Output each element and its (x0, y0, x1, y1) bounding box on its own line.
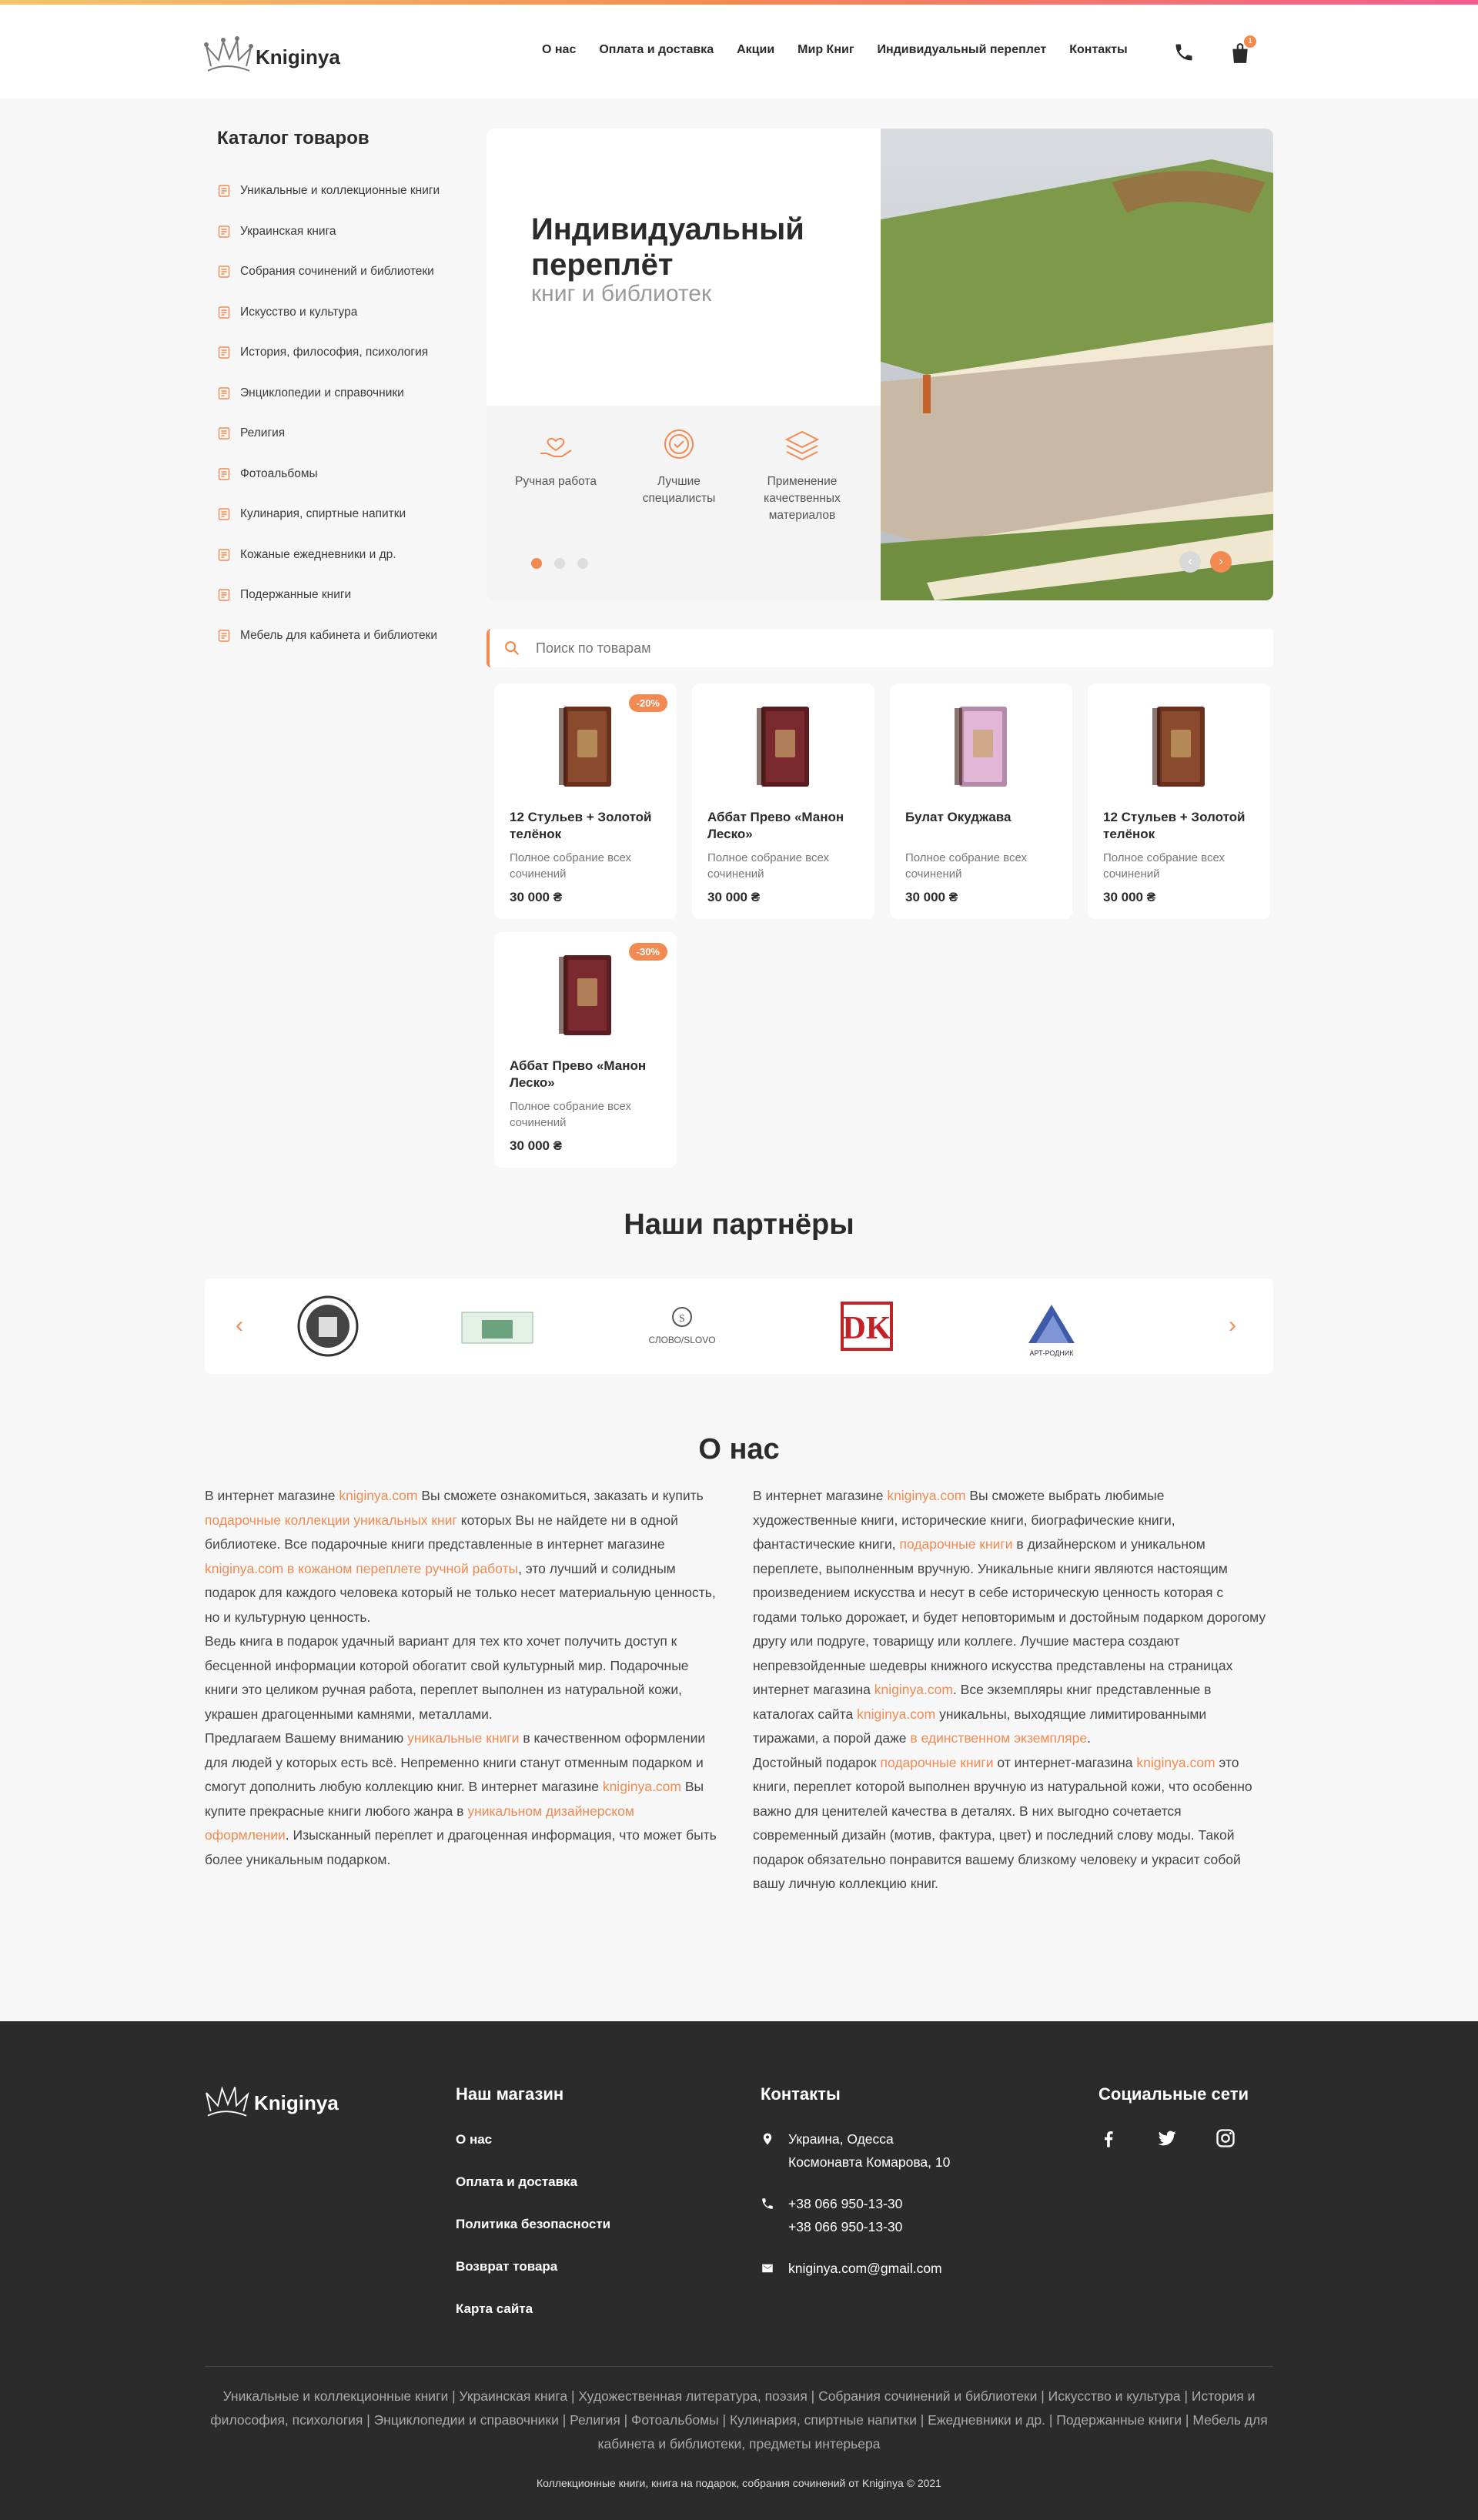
catalog-item-label: Энциклопедии и справочники (240, 386, 404, 399)
phone-number[interactable]: +38 066 950-13-30 (788, 2219, 903, 2234)
footer-links (456, 2132, 610, 2344)
about-link[interactable]: kniginya.com (602, 1779, 681, 1794)
catalog-item-label: Украинская книга (240, 224, 336, 238)
palette-book-icon (217, 306, 231, 319)
logo[interactable] (203, 35, 340, 79)
nav-delivery[interactable]: Оплата и доставка (599, 43, 714, 56)
slider-dot-3[interactable] (577, 558, 588, 569)
product-title[interactable]: Аббат Прево «Манон Леско» (707, 810, 844, 841)
catalog-title: Каталог товаров (217, 128, 370, 149)
phone-icon (761, 2197, 774, 2211)
catalog-item[interactable] (217, 616, 471, 657)
nav-books-world[interactable]: Мир Книг (798, 43, 854, 56)
footer-divider (205, 2366, 1273, 2367)
phone-icon[interactable] (1173, 42, 1195, 63)
about-text: в качественном оформлении для людей у которых есть всё. Непременно книги станут отменным подарком и смогут дополнить любую коллекцию книг. В интернет магазине (205, 1730, 706, 1794)
product-title[interactable]: Булат Окуджава (905, 810, 1012, 824)
footer-link-delivery[interactable]: Оплата и доставка (456, 2174, 578, 2189)
catalog-item-label: Собрания сочинений и библиотеки (240, 265, 434, 279)
search-icon (503, 640, 520, 657)
footer-categories: Уникальные и коллекционные книги | Украинская книга | Художественная литература, поэзия | Собрания сочинений и библиотеки | Искусство и культура | История и философия, психология | Энциклопедии и справочники | Религия | Фотоальбомы | Кулинария, спиртные напитки | Ежедневники и др. | Подержанные книги | Мебель для кабинета и библиотеки, предметы интерьера (210, 2388, 1268, 2451)
footer-phones (761, 2192, 902, 2238)
about-link[interactable]: в единственном экземпляре (910, 1730, 1088, 1746)
hero-books-image (881, 129, 1273, 600)
about-paragraph (205, 1484, 722, 1629)
stacked-books-illustration (881, 129, 1273, 600)
catalog-item-label: Религия (240, 426, 286, 440)
partner-logo-dk[interactable] (828, 1289, 905, 1363)
about-paragraph (753, 1751, 1270, 1897)
twitter-icon[interactable] (1156, 2127, 1178, 2149)
about-text: В интернет магазине (753, 1488, 888, 1503)
about-text: это книги, переплет которой выполнен вручную из натуральной кожи, что особенно важно для ценителей качества в деталях. В них выгодно сочетается современный дизайн (мотив, фактура, цвет) и последний слову моды. Такой подарок обязательно понравится вашему близкому человеку и украсит собой вашу личную коллекцию книг. (753, 1754, 1252, 1891)
about-link[interactable]: kniginya.com (857, 1706, 936, 1722)
encyclopedia-icon (217, 386, 231, 400)
about-title: О нас (698, 1433, 780, 1466)
product-description: Полное собрание всех сочинений (707, 851, 829, 881)
partner-logo-seal[interactable] (289, 1289, 366, 1363)
catalog-item[interactable] (217, 292, 471, 333)
about-text: , это лучший и солидным подарок для каждого человека который не только несет материальную ценность, но и культурную ценность. (205, 1560, 716, 1625)
footer-link-sitemap[interactable]: Карта сайта (456, 2301, 533, 2316)
hero-text-panel (487, 129, 881, 406)
about-link[interactable]: уникальные книги (407, 1730, 520, 1746)
footer-contacts-title: Контакты (761, 2084, 841, 2104)
product-description: Полное собрание всех сочинений (510, 851, 631, 881)
nav-custom-binding[interactable]: Индивидуальный переплет (877, 43, 1047, 56)
about-text: Ведь книга в подарок удачный вариант для тех кто хочет получить доступ к бесценной информации которой обогатит свой культурный мир. Подарочные книги это целиком ручная работа, переплет выполнен из натуральной кожи, украшен драгоценными камнями, металлами. (205, 1633, 689, 1722)
footer-brand-name: Kniginya (254, 2091, 339, 2114)
religion-book-icon (217, 426, 231, 440)
address-line: Космонавта Комарова, 10 (788, 2154, 951, 2170)
about-text: уникальны, выходящие лимитированными тиражами, а порой даже (753, 1706, 1207, 1746)
product-description: Полное собрание всех сочинений (1103, 851, 1225, 881)
catalog-item-label: Уникальные и коллекционные книги (240, 184, 440, 198)
svg-text:S: S (679, 1313, 685, 1325)
about-text: В интернет магазине (205, 1488, 339, 1503)
product-price: 30 000 ₴ (1103, 890, 1156, 904)
slider-dot-1[interactable] (531, 558, 542, 569)
product-card[interactable] (1088, 683, 1270, 919)
footer-social-title: Социальные сети (1098, 2084, 1249, 2104)
about-text: от интернет-магазина (993, 1754, 1137, 1770)
product-card[interactable] (692, 683, 874, 919)
catalog-item[interactable] (217, 373, 471, 414)
header (0, 5, 1478, 99)
product-card[interactable] (494, 683, 677, 919)
product-price: 30 000 ₴ (905, 890, 958, 904)
about-text-left (205, 1484, 722, 1872)
footer-link-returns[interactable]: Возврат товара (456, 2259, 558, 2274)
about-text: Вы сможете выбрать любимые художественные книги, исторические книги, биографические книги, фантастические книги, (753, 1488, 1175, 1552)
quality-badge-icon (659, 424, 699, 464)
catalog-item[interactable] (217, 535, 471, 576)
catalog-item[interactable] (217, 252, 471, 292)
catalog-item-label: Мебель для кабинета и библиотеки (240, 628, 437, 642)
feature-handmade (502, 424, 610, 490)
feature-label: Ручная работа (515, 475, 597, 488)
catalog-item[interactable] (217, 413, 471, 454)
slider-dot-2[interactable] (554, 558, 565, 569)
slider-dots (531, 558, 588, 569)
partner-logo-art-rodnik[interactable] (1013, 1289, 1090, 1363)
product-search (487, 629, 1273, 667)
nav-about[interactable]: О нас (542, 43, 577, 56)
about-link[interactable]: подарочные книги (880, 1754, 994, 1770)
about-text: Вы купите прекрасные книги любого жанра в (205, 1779, 704, 1819)
product-title[interactable]: 12 Стульев + Золотой телёнок (510, 810, 652, 841)
about-text: в дизайнерском и уникальном переплете, выполненным вручную. Уникальные книги являются настоящим произведением искусства и несут в себе историческую ценность которая с годами только дорожает, и будет неповторимым и достойным подарком дорогому другу или подруге, товарищу или коллеге. Лучшие мастера создают непревзойденные шедевры книжного искусства представлены на страницах интернет магазина (753, 1536, 1266, 1697)
feature-specialists (625, 424, 733, 507)
about-text: Вы сможете ознакомиться, заказать и купить (417, 1488, 704, 1503)
partner-logo-art-rodnik-text: АРТ-РОДНИК (1029, 1349, 1074, 1357)
main-nav (542, 43, 1151, 57)
catalog-sidebar (217, 123, 471, 656)
hero-arrows (1179, 551, 1232, 573)
catalog-item-label: Кожаные ежедневники и др. (240, 547, 396, 561)
location-pin-icon (761, 2132, 774, 2146)
catalog-item[interactable] (217, 171, 471, 212)
catalog-item[interactable] (217, 454, 471, 495)
about-link[interactable]: kniginya.com в кожаном переплете ручной работы (205, 1560, 519, 1576)
about-text: которых Вы не найдете ни в одной библиотеке. Все подарочные книги представленные в интернет магазине (205, 1512, 678, 1552)
partners-title: Наши партнёры (624, 1208, 854, 1241)
catalog-item[interactable] (217, 494, 471, 535)
catalog-item-label: Искусство и культура (240, 305, 358, 319)
catalog-item-label: Подержанные книги (240, 588, 352, 602)
about-link[interactable]: уникальном дизайнерском оформлении (205, 1803, 634, 1843)
about-link[interactable]: kniginya.com (1136, 1754, 1216, 1770)
about-link[interactable]: kniginya.com (874, 1682, 953, 1697)
about-text: . Все экземпляры книг представленные в каталогах сайта (753, 1682, 1212, 1722)
copyright: Коллекционные книги, книга на подарок, собрания сочинений от Kniginya © 2021 (537, 2477, 941, 2489)
envelope-icon (761, 2261, 774, 2275)
product-price: 30 000 ₴ (510, 890, 563, 904)
partner-logo-dk-text: DK (842, 1311, 891, 1346)
footer-link-privacy[interactable]: Политика безопасности (456, 2217, 611, 2231)
furniture-icon (217, 629, 231, 643)
product-book-image (548, 949, 625, 1040)
product-title[interactable]: Аббат Прево «Манон Леско» (510, 1058, 647, 1090)
used-book-icon (217, 588, 231, 602)
product-book-image (548, 700, 625, 791)
about-link[interactable]: kniginya.com (339, 1488, 418, 1503)
book-icon (217, 225, 231, 239)
product-book-image (944, 700, 1021, 791)
feature-materials (748, 424, 856, 524)
partners-carousel (205, 1278, 1273, 1374)
product-card[interactable] (890, 683, 1072, 919)
partner-logo-slovo-text: СЛОВО/SLOVO (648, 1335, 716, 1345)
crown-logo-icon (203, 35, 254, 79)
facebook-icon[interactable] (1098, 2127, 1119, 2149)
about-link[interactable]: подарочные книги (899, 1536, 1013, 1552)
hero-next-button[interactable]: › (1210, 551, 1232, 573)
product-price: 30 000 ₴ (707, 890, 761, 904)
catalog-item[interactable] (217, 575, 471, 616)
hero-subtitle: книг и библиотек (531, 281, 712, 306)
about-link[interactable]: kniginya.com (887, 1488, 966, 1503)
diary-icon (217, 548, 231, 562)
partner-logo-slovo[interactable] (644, 1289, 721, 1363)
product-description: Полное собрание всех сочинений (510, 1100, 631, 1129)
hero-title: Индивидуальный переплёт (531, 212, 804, 282)
footer-shop-title: Наш магазин (456, 2084, 564, 2104)
feature-label: Применение качественных материалов (764, 475, 841, 522)
footer-email (761, 2257, 942, 2280)
partners-prev-button[interactable]: ‹ (236, 1312, 243, 1338)
product-description: Полное собрание всех сочинений (905, 851, 1027, 881)
catalog-item[interactable] (217, 333, 471, 373)
about-paragraph (205, 1629, 722, 1726)
history-book-icon (217, 346, 231, 359)
phone-number[interactable]: +38 066 950-13-30 (788, 2196, 903, 2211)
about-text: . Изысканный переплет и драгоценная информация, что может быть более уникальным подарком. (205, 1827, 717, 1867)
hand-heart-icon (536, 424, 576, 464)
brand-name: Kniginya (256, 45, 340, 69)
books-icon (217, 265, 231, 279)
about-text: Достойный подарок (753, 1754, 881, 1770)
product-book-image (1142, 700, 1219, 791)
cart-count-badge: 1 (1244, 35, 1256, 48)
photo-album-icon (217, 467, 231, 481)
footer-address (761, 2127, 950, 2174)
book-stack-icon (217, 184, 231, 198)
address-line: Украина, Одесса (788, 2131, 894, 2147)
instagram-icon[interactable] (1215, 2127, 1236, 2149)
footer-link-about[interactable]: О нас (456, 2132, 493, 2147)
footer (0, 2021, 1478, 2520)
crown-logo-icon (203, 2083, 251, 2123)
about-paragraph (205, 1726, 722, 1872)
about-paragraph (753, 1484, 1270, 1751)
feature-label: Лучшие специалисты (642, 475, 716, 505)
discount-badge: -20% (629, 694, 667, 712)
hero-slider (487, 129, 1273, 600)
catalog-item-label: Фотоальбомы (240, 466, 318, 480)
footer-logo[interactable] (203, 2083, 339, 2123)
partner-logo-publisher[interactable] (459, 1289, 536, 1363)
about-link[interactable]: подарочные коллекции уникальных книг (205, 1512, 457, 1528)
about-text: Предлагаем Вашему вниманию (205, 1730, 408, 1746)
catalog-item-label: История, философия, психология (240, 346, 429, 359)
about-text: . (1087, 1730, 1091, 1746)
catalog-item[interactable] (217, 212, 471, 252)
nav-contacts[interactable]: Контакты (1069, 43, 1128, 56)
partners-next-button[interactable]: › (1229, 1312, 1236, 1338)
catalog-item-label: Кулинария, спиртные напитки (240, 507, 406, 521)
nav-promotions[interactable]: Акции (737, 43, 775, 56)
product-price: 30 000 ₴ (510, 1138, 563, 1153)
layers-icon (782, 424, 822, 464)
about-text-right (753, 1484, 1270, 1897)
discount-badge: -30% (629, 943, 667, 961)
product-book-image (746, 700, 823, 791)
product-card[interactable] (494, 932, 677, 1168)
search-input[interactable] (536, 640, 1229, 657)
cookbook-icon (217, 507, 231, 521)
hero-prev-button[interactable]: ‹ (1179, 551, 1201, 573)
email-link[interactable]: kniginya.com@gmail.com (788, 2261, 942, 2276)
product-title[interactable]: 12 Стульев + Золотой телёнок (1103, 810, 1246, 841)
